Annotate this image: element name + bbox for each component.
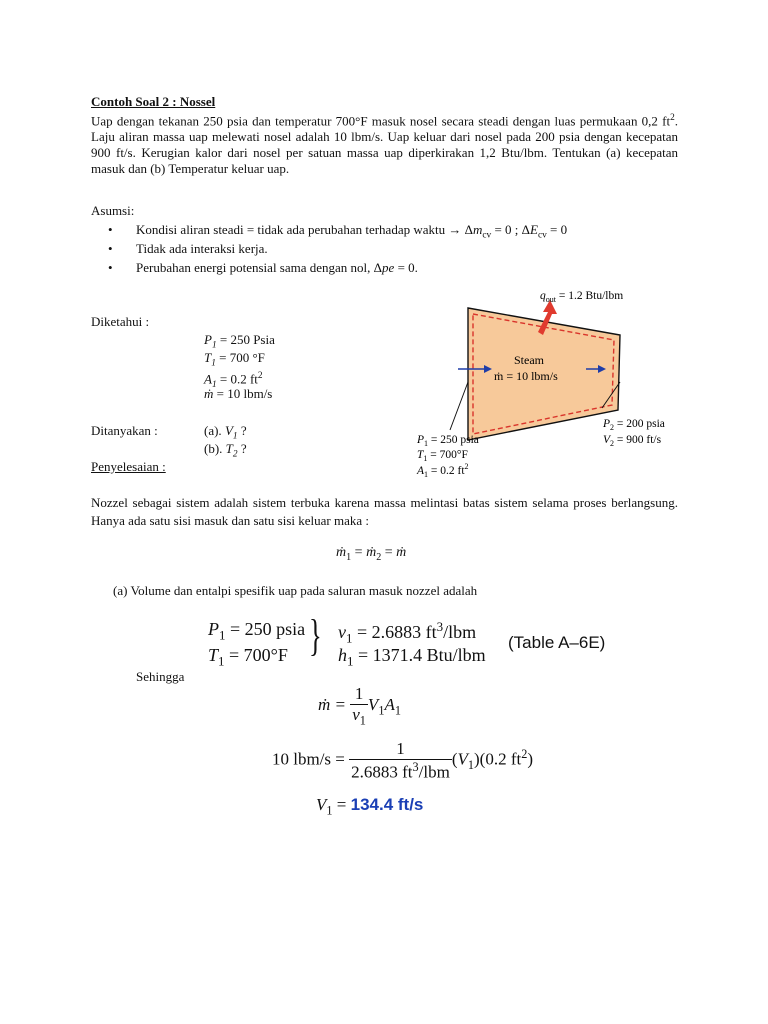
eq2-num: 1 <box>349 739 452 760</box>
qout-val: = 1.2 Btu/lbm <box>555 290 624 302</box>
mass-eq-m2: ṁ <box>366 545 377 560</box>
eq1-v: V <box>367 695 379 715</box>
eq2-den-val: 2.6883 ft <box>351 762 413 782</box>
outlet-p-label <box>602 418 665 432</box>
mdot-label: ṁ = 10 lbm/s <box>494 369 558 383</box>
state-p1-sym: P <box>208 619 219 639</box>
state-h1-val: = 1371.4 Btu/lbm <box>353 645 486 665</box>
state-h1-sub: 1 <box>347 653 354 669</box>
eq1-lhs: ṁ = <box>318 695 351 715</box>
state-v1-sup: 3 <box>436 619 444 634</box>
state-p1 <box>208 619 305 644</box>
nozzle-diagram <box>410 280 670 480</box>
eq2-rhs3: ) <box>527 749 534 769</box>
assumption-3-b: = 0. <box>394 260 418 275</box>
inlet-leader-line <box>450 382 468 430</box>
given-p-sub: 1 <box>211 340 217 351</box>
inlet-t-val: = 700°F <box>427 449 468 461</box>
inlet-t-sub: 1 <box>423 454 428 463</box>
inlet-a-sub: 1 <box>424 470 429 479</box>
state-v1-val: = 2.6883 ft <box>352 622 437 642</box>
state-h1 <box>338 645 486 670</box>
problem-text-1: Uap dengan tekanan 250 psia dan temperatur 700°F masuk nosel secara steadi dengan luas permukaan 0,2 ft <box>91 113 671 129</box>
problem-sup: 2 <box>670 113 675 123</box>
steam-label: Steam <box>514 353 544 367</box>
state-v1-sub: 1 <box>346 630 353 646</box>
bullet-icon: • <box>108 241 113 256</box>
assumption-text-3 <box>136 260 418 276</box>
given-a-sub: 1 <box>211 379 217 390</box>
mass-eq-m3: ṁ <box>396 545 407 560</box>
given-t-sub: 1 <box>211 358 216 369</box>
eq1-fraction <box>350 684 368 728</box>
mass-eq-sub1: 1 <box>346 551 352 563</box>
qout-sym: q <box>540 290 546 302</box>
outlet-p-sub: 2 <box>610 423 615 432</box>
assumption-item-2 <box>108 241 668 257</box>
given-a-sup: 2 <box>257 371 263 381</box>
given-label: Diketahui : <box>91 314 150 329</box>
asked-b <box>204 441 247 463</box>
assumption-1-cv2: cv <box>537 230 547 241</box>
asked-a-prefix: (a). <box>204 423 225 438</box>
bullet-icon: • <box>108 222 113 237</box>
given-a-val: = 0.2 ft <box>216 371 258 387</box>
mass-eq-sub2: 2 <box>376 551 382 563</box>
asked-b-sub: 2 <box>232 449 238 460</box>
outlet-p-val: = 200 psia <box>614 418 665 430</box>
state-t1-val: = 700°F <box>224 645 288 665</box>
asked-a-sub: 1 <box>232 431 238 442</box>
asked-b-suffix: ? <box>237 441 247 456</box>
eq1-v-sub: 1 <box>378 703 385 718</box>
equation-result <box>316 795 423 818</box>
outlet-v-val: = 900 ft/s <box>614 434 662 446</box>
equation-mass-flow <box>318 684 401 728</box>
inlet-a-sup: 2 <box>464 462 469 471</box>
inlet-a-val: = 0.2 ft <box>428 465 465 477</box>
eq3-lhs-sub: 1 <box>326 803 333 818</box>
outlet-v-label <box>603 434 662 448</box>
given-p-val: = 250 Psia <box>216 332 275 347</box>
eq3-result-value: 134.4 ft/s <box>350 795 424 814</box>
eq2-den-unit: /lbm <box>418 762 450 782</box>
equation-substitution <box>272 739 533 783</box>
problem-text-2: . Laju aliran massa uap melewati nosel adalah 10 lbm/s. Uap keluar dari nosel pada 200 psia dengan kecepatan 900 ft/s. Kerugian kalor dari nosel per satuan massa uap diperkirakan 1,2 Btu/lbm. Tentukan (a) kecepatan masuk dan (b) Temperatur keluar uap. <box>91 113 678 177</box>
assumption-1-m: m <box>472 222 483 237</box>
state-v1-sym: v <box>338 622 346 642</box>
assumption-1-a: Kondisi aliran steadi = tidak ada perubahan terhadap waktu → Δ <box>136 222 473 237</box>
eq2-rhs2: )(0.2 ft <box>474 749 522 769</box>
inlet-p-val: = 250 psia <box>428 434 479 446</box>
given-m-val: = 10 lbm/s <box>213 386 273 401</box>
state-p1-val: = 250 psia <box>225 619 306 639</box>
inlet-t-sym: T <box>417 449 424 461</box>
inlet-t-label <box>417 449 468 463</box>
mass-eq-m1: ṁ <box>336 545 347 560</box>
state-h1-sym: h <box>338 645 347 665</box>
mass-eq-eq2: = <box>381 545 397 560</box>
eq3-lhs: V <box>316 795 327 814</box>
state-t1-sym: T <box>208 645 219 665</box>
state-p1-sub: 1 <box>219 627 226 643</box>
inlet-p-label <box>416 434 479 448</box>
eq1-a: A <box>384 695 395 715</box>
asked-b-sym: T <box>225 441 233 456</box>
explanation-text: Nozzel sebagai sistem adalah sistem terbuka karena massa melintasi batas sistem selama proses berlangsung. Hanya ada satu sisi masuk dan satu sisi keluar maka : <box>91 495 678 528</box>
given-a-sym: A <box>204 371 212 387</box>
state-t1 <box>208 645 288 670</box>
eq2-lhs: 10 lbm/s = <box>272 749 350 769</box>
given-m-sym: ṁ <box>204 386 214 401</box>
eq2-v-sub: 1 <box>467 758 474 773</box>
assumption-1-c: = 0 <box>546 222 568 237</box>
outlet-v-sym: V <box>603 434 611 446</box>
given-t-sym: T <box>204 350 212 365</box>
page-title: Contoh Soal 2 : Nossel <box>91 94 216 109</box>
eq2-den <box>349 760 452 783</box>
eq1-num: 1 <box>350 684 368 705</box>
part-a-label: (a) Volume dan entalpi spesifik uap pada saluran masuk nozzel adalah <box>113 583 478 598</box>
assumption-item-1 <box>108 222 668 241</box>
eq1-den-sym: v <box>352 705 360 724</box>
solution-label: Penyelesaian : <box>91 459 166 474</box>
assumption-1-cv1: cv <box>482 230 492 241</box>
mass-eq-eq1: = <box>351 545 367 560</box>
assumption-item-3 <box>108 260 668 276</box>
assumption-text-2: Tidak ada interaksi kerja. <box>136 241 268 256</box>
eq2-rhs1: ( <box>451 749 458 769</box>
inlet-a-label <box>416 462 469 479</box>
mass-balance-equation <box>336 545 406 563</box>
given-p-sym: P <box>204 332 212 347</box>
asked-b-prefix: (b). <box>204 441 226 456</box>
assumption-1-b: = 0 ; Δ <box>491 222 531 237</box>
sehingga-label: Sehingga <box>136 669 185 684</box>
qout-label <box>540 290 623 304</box>
asked-a-suffix: ? <box>237 423 247 438</box>
table-reference: (Table A–6E) <box>508 633 606 652</box>
eq1-a-sub: 1 <box>394 703 401 718</box>
problem-statement <box>91 110 678 177</box>
bullet-icon: • <box>108 260 113 275</box>
qout-sub: out <box>545 295 556 304</box>
asked-label: Ditanyakan : <box>91 423 158 438</box>
outlet-v-sub: 2 <box>610 439 615 448</box>
assumption-3-pe: pe <box>382 260 395 275</box>
state-v1-unit: /lbm <box>443 622 477 642</box>
state-v1 <box>338 619 476 647</box>
state-t1-sub: 1 <box>218 653 225 669</box>
brace-icon: } <box>309 611 322 660</box>
eq2-v: V <box>457 749 468 769</box>
assumption-1-e: E <box>530 222 538 237</box>
eq2-den-sup: 3 <box>412 760 419 774</box>
eq3-eq: = <box>332 795 351 814</box>
given-t-val: = 700 °F <box>215 350 265 365</box>
assumption-3-a: Perubahan energi potensial sama dengan nol, Δ <box>136 260 383 275</box>
asked-a-sym: V <box>224 423 233 438</box>
inlet-a-sym: A <box>417 465 425 477</box>
inlet-p-sym: P <box>417 434 425 446</box>
eq2-rhs-sup: 2 <box>521 747 528 762</box>
outlet-p-sym: P <box>603 418 611 430</box>
eq2-fraction <box>349 739 452 783</box>
eq1-den-sub: 1 <box>359 713 366 728</box>
inlet-p-sub: 1 <box>424 439 429 448</box>
eq1-den <box>350 705 368 728</box>
assumptions-heading: Asumsi: <box>91 203 135 218</box>
given-mdot <box>204 386 272 402</box>
